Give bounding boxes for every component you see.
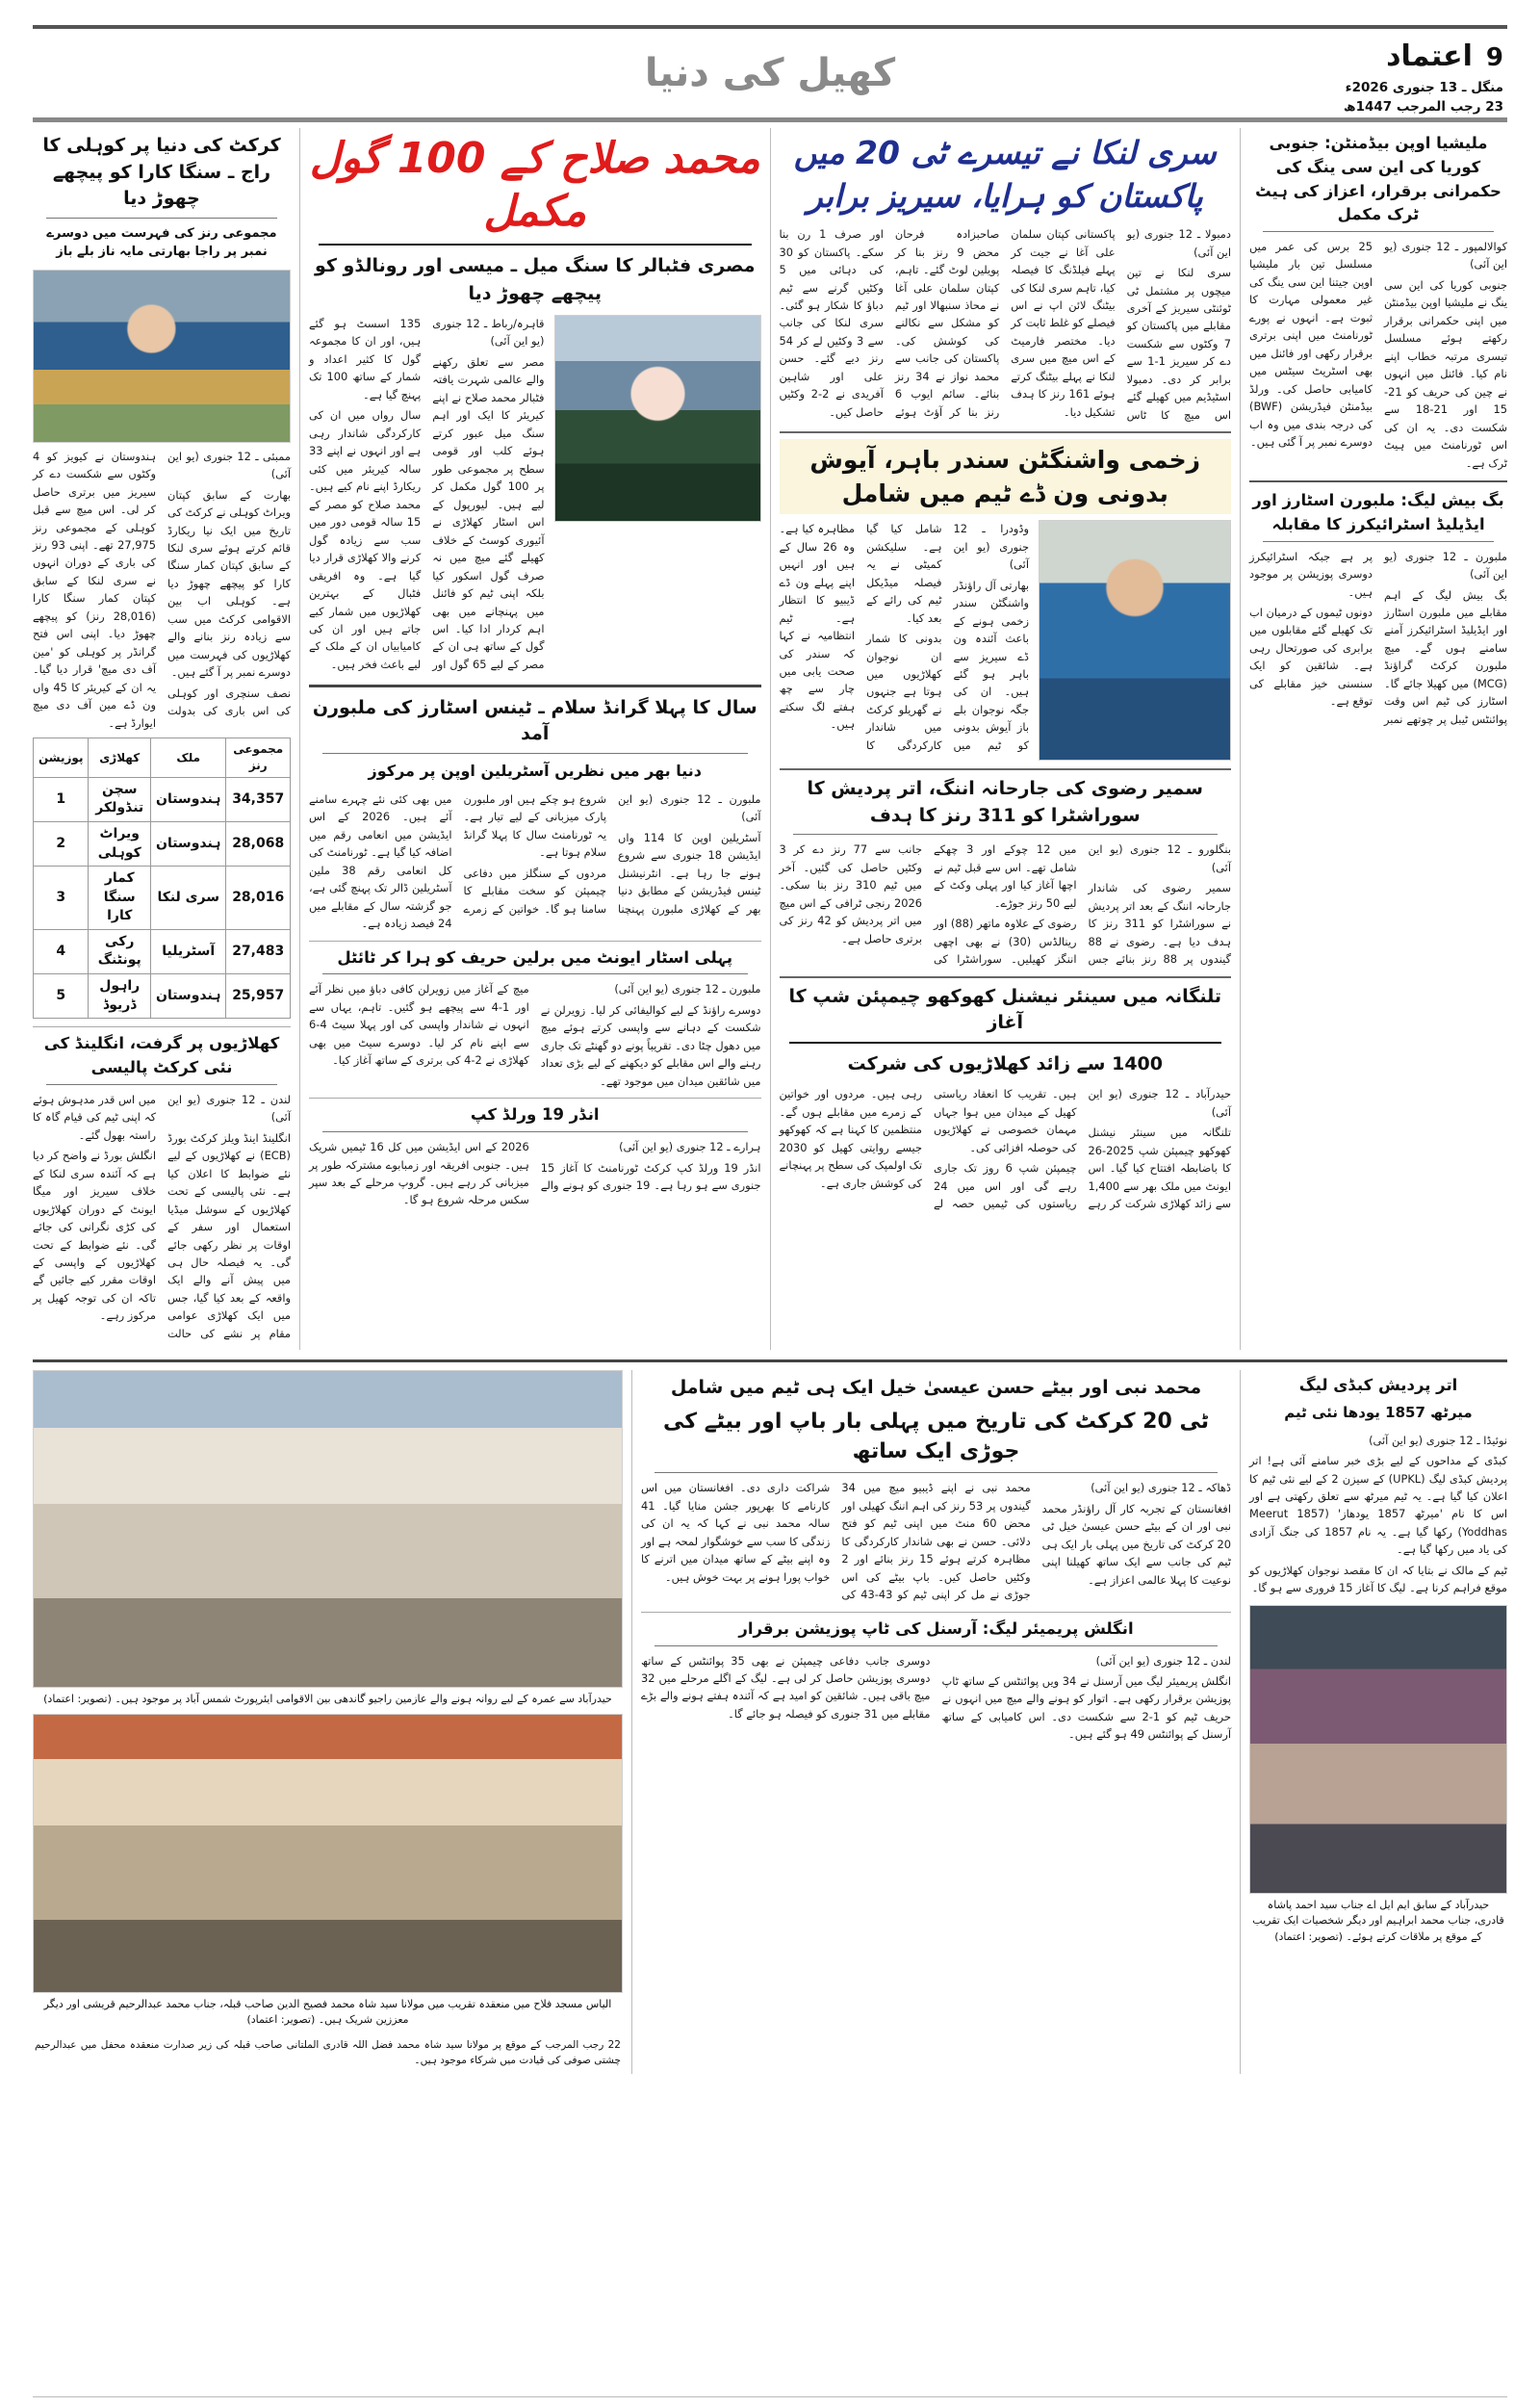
- photo-sundar: [1039, 520, 1231, 761]
- cricket-world-headline: کرکٹ کی دنیا پر کوہلی کا راج ـ سنگا کارا کو پیچھے چھوڑ دیا: [42, 135, 281, 210]
- epl-body2: دوسری جانب دفاعی چیمپئن نے بھی 35 پوائنٹس کے ساتھ دوسری پوزیشن حاصل کر لی ہے۔ لیگ کے اگلے مرحلے میں 32 میچ باقی ہیں۔ شائقین کو امید ہے کہ آئندہ ہفتے ہونے والے بڑے مقابلے میں 31 جنوری کو فیصلہ ہو جائے گا۔: [641, 1653, 931, 1721]
- cricket-world-dateline: ممبئی ـ 12 جنوری (یو این آئی): [167, 449, 291, 481]
- article-ecb: [33, 1032, 291, 1342]
- zverev-dateline: ملبورن ـ 12 جنوری (یو این آئی): [614, 982, 761, 996]
- tennis-subhead: دنیا بھر میں نظریں آسٹریلین اوپن پر مرکوز: [368, 761, 702, 780]
- cell-runs: 25,957: [226, 974, 291, 1019]
- page-number: 9: [1485, 43, 1503, 72]
- ecb-dateline: لندن ـ 12 جنوری (یو این آئی): [167, 1092, 291, 1125]
- photo-kohli: [33, 270, 291, 443]
- cell-runs: 34,357: [226, 777, 291, 821]
- article-rizwi: [780, 776, 1232, 968]
- cell-country: ہندوستان: [151, 974, 226, 1019]
- fatherson-body2: محمد نبی نے اپنے ڈیبیو میچ میں 34 گیندوں پر 53 رنز کی اہم اننگ کھیلی اور محض 60 منٹ میں اپنی ٹیم کو فتح دلائی۔ حسن نے بھی شاندار کارکردگی کا مظاہرہ کرتے ہوئے 15 رنز بنائے اور 2 وکٹیں حاصل کیں۔ باپ بیٹے کی اس جوڑی نے مل کر اپنی ٹیم کو 43-43 کی شراکت داری دی۔ افغانستان میں اس کارنامے کا بھرپور جشن منایا گیا۔ 41 سالہ محمد نبی نے کہا کہ یہ ان کی زندگی کا سب سے خوشگوار لمحہ ہے اور وہ اپنے بیٹے کے ساتھ میدان میں اترنے کا خواب پورا ہونے پر بہت خوش ہیں۔: [641, 1481, 1031, 1602]
- tennis-dateline: ملبورن ـ 12 جنوری (یو این آئی): [618, 791, 761, 824]
- kabaddi-body: کبڈی کے مداحوں کے لیے بڑی خبر سامنے آئی ہے! اتر پردیش کبڈی لیگ (UPKL) کے سیزن 2 کے لیے نئی ٹیم کا اعلان کیا گیا ہے۔ یہ ٹیم میرٹھ سے تعلق رکھتی ہے اور اس کا نام 'میرٹھ 1857 یودھاز' (Meerut 1857 Yoddhas) رکھا گیا ہے۔ یہ نام 1857 کی جنگ آزادی کی یاد میں رکھا گیا ہے۔: [1249, 1454, 1508, 1557]
- srilanka-headline: سری لنکا نے تیسرے ٹی 20 میں پاکستان کو ہرایا، سیریز برابر: [793, 134, 1217, 215]
- photo-meeting: [1249, 1605, 1507, 1894]
- column-divider: [1240, 128, 1241, 1350]
- zverev-body2: میچ کے آغاز میں زویرلن کافی دباؤ میں نظر آئے اور 1-4 سے پیچھے ہو گئیں۔ تاہم، یہاں سے انہوں نے شاندار واپسی کی اور پہلا سیٹ 4-6 سے اپنے نام کر لیا۔ دوسرے سیٹ میں بھی کھلاڑی نے 2-4 کی برتری کے ساتھ آغاز کیا۔: [309, 982, 529, 1068]
- rizwi-body2: رضوی کے علاوہ ماتھر (88) اور رینالڈس (30) نے بھی اچھی اننگز کھیلیں۔ سوراشٹرا کی جانب سے 77 رنز دے کر 3 وکٹیں حاصل کی گئیں۔ آخر میں ٹیم 310 رنز بنا سکی۔ 2026 رنجی ٹرافی کے اس میچ میں اتر پردیش کو 42 رنز کی برتری حاصل ہے۔: [779, 842, 1077, 967]
- caption-hajj: حیدرآباد سے عمرہ کے لیے روانہ ہونے والے عازمین راجیو گاندھی بین الاقوامی ایئرپورٹ شمس آباد پر موجود ہیں۔ (تصویر: اعتماد): [43, 1693, 612, 1706]
- bottom-divider-1: [1240, 1370, 1241, 2074]
- tennis-headline: سال کا پہلا گرانڈ سلام ـ ٹینس اسٹارز کی ملبورن آمد: [312, 696, 757, 745]
- table-row: [34, 974, 291, 1019]
- u19-body: انڈر 19 ورلڈ کپ کرکٹ ٹورنامنٹ کا آغاز 15 جنوری سے ہو رہا ہے۔ 19 جنوری کو ہونے والے 2026 کے اس ایڈیشن میں کل 16 ٹیمیں شریک ہیں۔ جنوبی افریقہ اور زمبابوے مشترکہ طور پر میزبانی کر رہے ہیں۔ گروپ مرحلے کے بعد سپر سکس مرحلہ شروع ہو گا۔: [309, 1140, 761, 1207]
- article-sundar: [780, 439, 1232, 761]
- bottom-center-column: [641, 1370, 1231, 2074]
- rizwi-dateline: بنگلورو ـ 12 جنوری (یو این آئی): [1088, 842, 1231, 874]
- cell-player: کمار سنگا کارا: [89, 867, 151, 930]
- srilanka-dateline: دمبولا ـ 12 جنوری (یو این آئی): [1126, 227, 1231, 259]
- bottom-right-column: [1249, 1370, 1507, 2074]
- page-footer-rule: [33, 2396, 1507, 2397]
- badminton-body: جنوبی کوریا کی این سی ینگ نے ملیشیا اوپن بیڈمنٹن میں اپنی حکمرانی برقرار رکھتے ہوئے مسلسل تیسری مرتبہ خطاب اپنے نام کیا۔ فائنل میں انہوں نے چین کی حریف کو 21-15 اور 21-18 سے شکست دی۔ یہ ان کی اس ٹورنامنٹ میں ہیٹ ٹرک ہے۔: [1384, 277, 1507, 470]
- cell-position: 3: [34, 867, 89, 930]
- cell-country: سری لنکا: [151, 867, 226, 930]
- tennis-body: آسٹریلین اوپن کا 114 واں ایڈیشن 18 جنوری سے شروع ہونے جا رہا ہے۔ انٹرنیشنل ٹینس فیڈریشن کے مطابق دنیا بھر کے کھلاڑی ملبورن پہنچنا شروع ہو چکے ہیں اور ملبورن پارک میزبانی کے لیے تیار ہے۔ یہ ٹورنامنٹ سال کا پہلا گرانڈ سلام ہوتا ہے۔: [463, 791, 761, 916]
- cell-position: 2: [34, 821, 89, 866]
- photo-event-group: [33, 1714, 623, 1993]
- cell-country: آسٹریلیا: [151, 929, 226, 973]
- article-srilanka: [780, 132, 1232, 424]
- article-epl: [641, 1618, 1231, 1744]
- sundar-headline: زخمی واشنگٹن سندر باہر، آیوش بدونی ون ڈے ٹیم میں شامل: [780, 439, 1232, 514]
- salah-body: مصر سے تعلق رکھنے والے عالمی شہرت یافتہ فٹبالر محمد صلاح نے اپنے کیریئر کا ایک اور اہم سنگ میل عبور کرتے ہوئے کلب اور قومی سطح پر مجموعی طور پر 100 گول مکمل کر لیے ہیں۔ لیورپول کے اس اسٹار کھلاڑی نے آئیوری کوسٹ کے خلاف کھیلے گئے میچ میں نہ صرف گول اسکور کیا بلکہ اپنی ٹیم کو فائنل میں پہنچانے میں بھی اہم کردار ادا کیا۔ اس گول کے ساتھ ہی ان کے مصر کے لیے 65 گول اور 135 اسسٹ ہو گئے ہیں، اور ان کا مجموعہ گول کا کثیر اعداد و شمار کے ساتھ 100 تک پہنچ گیا ہے۔: [309, 317, 545, 671]
- zverev-headline: پہلی اسٹار ایونٹ میں برلین حریف کو ہرا کر ٹائٹل: [337, 947, 733, 967]
- sundar-body2: بدونی کا شمار ان نوجوان کھلاڑیوں میں ہوتا ہے جنہوں نے گھریلو کرکٹ میں شاندار کارکردگی کا مظاہرہ کیا ہے۔ وہ 26 سال کے ہیں اور انہیں اپنے پہلے ون ڈے ڈیبیو کا انتظار ہے۔ ٹیم انتظامیہ نے کہا کہ سندر کی صحت یابی میں چار سے چھ ہفتے لگ سکتے ہیں۔: [779, 522, 942, 752]
- khokho-subhead: 1400 سے زائد کھلاڑیوں کی شرکت: [847, 1052, 1163, 1074]
- caption-meeting: حیدرآباد کے سابق ایم ایل اے جناب سید احمد پاشاہ قادری، جناب محمد ابراہیم اور دیگر شخصیات ایک تقریب کے موقع پر ملاقات کرتے ہوئے۔ (تصویر: اعتماد): [1252, 1898, 1504, 1943]
- caption-event: الیاس مسجد فلاح میں منعقدہ تقریب میں مولانا سید شاہ محمد فصیح الدین صاحب قبلہ، جناب محمد عبدالرحیم قریشی اور دیگر معززین شریک ہیں۔ (تصویر: اعتماد): [43, 1997, 612, 2027]
- fatherson-dateline: ڈھاکہ ـ 12 جنوری (یو این آئی): [1091, 1481, 1231, 1495]
- bigbash-headline: بگ بیش لیگ: ملبورن اسٹارز اور ایڈیلیڈ اسٹرائیکرز کا مقابلہ: [1252, 491, 1504, 533]
- bigbash-body: بگ بیش لیگ کے اہم مقابلے میں ملبورن اسٹارز اور ایڈیلیڈ اسٹرائیکرز آمنے سامنے ہوں گے۔ میچ ملبورن کرکٹ گراؤنڈ (MCG) میں کھیلا جائے گا۔ اسٹارز کی ٹیم اس وقت پوائنٹس ٹیبل پر چوتھے نمبر پر ہے جبکہ اسٹرائیکرز دوسری پوزیشن پر موجود ہیں۔: [1249, 549, 1507, 726]
- cell-runs: 27,483: [226, 929, 291, 973]
- th-position: پوزیشن: [34, 738, 89, 778]
- brand-name: اعتماد: [1386, 39, 1473, 73]
- bottom-divider-2: [631, 1370, 632, 2074]
- table-row: [34, 821, 291, 866]
- article-fatherson: [641, 1375, 1231, 1603]
- cricket-world-subhead: مجموعی رنز کی فہرست میں دوسرے نمبر پر راجا بھارتی مایہ ناز بلے باز: [46, 225, 277, 260]
- article-cricket-world: [33, 133, 291, 1342]
- masthead: [33, 25, 1507, 122]
- badminton-headline: ملیشیا اوپن بیڈمنٹن: جنوبی کوریا کی این سی ینگ کی حکمرانی برقرار، اعزاز کی ہیٹ ٹرک مکمل: [1255, 134, 1502, 224]
- left-main-column: [309, 128, 761, 1350]
- cell-player: راہول ڈریوڈ: [89, 974, 151, 1019]
- table-row: [34, 867, 291, 930]
- cell-runs: 28,016: [226, 867, 291, 930]
- th-player: کھلاڑی: [89, 738, 151, 778]
- epl-headline: انگلش پریمیئر لیگ: آرسنل کی ٹاپ پوزیشن برقرار: [738, 1618, 1134, 1638]
- article-bigbash: [1249, 489, 1507, 728]
- cell-position: 4: [34, 929, 89, 973]
- salah-headline: محمد صلاح کے 100 گول مکمل: [309, 134, 760, 236]
- cell-player: ویراٹ کوہلی: [89, 821, 151, 866]
- khokho-body: تلنگانہ میں سینئر نیشنل کھوکھو چیمپئن شپ 2025-26 کا باضابطہ افتتاح کیا گیا۔ اس ایونٹ میں ملک بھر سے 1,400 سے زائد کھلاڑی شرکت کر رہے ہیں۔ تقریب کا انعقاد ریاستی کھیل کے میدان میں ہوا جہاں مہمان خصوصی نے کھلاڑیوں کی حوصلہ افزائی کی۔: [934, 1087, 1231, 1211]
- salah-body2: سال رواں میں ان کی کارکردگی شاندار رہی ہے اور انہوں نے اپنے 33 سالہ کیریئر میں کئی ریکارڈ اپنے نام کیے ہیں۔ محمد صلاح کو مصر کے 15 سالہ قومی دور میں سب سے زیادہ گول کرنے والا کھلاڑی قرار دیا گیا ہے۔ وہ افریقی فٹبال کے بہترین کھلاڑیوں میں شمار کیے جاتے ہیں اور ان کی کامیابیاں ان کے ملک کے لیے باعث فخر ہیں۔: [309, 408, 422, 671]
- khokho-dateline: حیدرآباد ـ 12 جنوری (یو این آئی): [1088, 1087, 1231, 1119]
- kabaddi-headline: اتر پردیش کبڈی لیگ: [1298, 1376, 1458, 1395]
- section-title: کھیل کی دنیا: [644, 51, 896, 95]
- srilanka-body2: صاحبزادہ فرحان محض 9 رنز بنا کر پویلین لوٹ گئے۔ تاہم، کپتان سلمان علی آغا نے محاذ سنبھالا اور ٹیم کو مشکل سے نکالنے کی کوشش کی۔ پاکستان کی جانب سے محمد نواز نے 34 رنز بنائے۔ سائم ایوب 6 رنز بنا کر آؤٹ ہوئے اور صرف 1 رن بنا سکے۔ پاکستان کو 30 کی دہائی میں 5 وکٹیں گرنے سے ٹیم دباؤ کا شکار ہو گئی۔ سری لنکا کی جانب سے 3 وکٹیں لے کر 54 رنز دیے گئے۔ حسن علی اور شاہین آفریدی نے 2-2 وکٹیں حاصل کیں۔: [779, 227, 1000, 419]
- sundar-dateline: وڈودرا ـ 12 جنوری (یو این آئی): [953, 522, 1029, 572]
- far-left-column: [33, 128, 291, 1350]
- cricket-world-body2: نصف سنچری اور کوہلی کی اس باری کی بدولت ہندوستان نے کیویز کو 4 وکٹوں سے شکست دے کر سیریز میں برتری حاصل کر لی۔ اس میچ سے قبل کوہلی کے مجموعی رنز 27,975 تھے۔ اپنی 93 رنز کی باری کے دوران انہوں نے سری لنکا کے سابق کپتان کمار سنگا کارا (28,016 رنز) کو پیچھے چھوڑ دیا۔ اپنی اس فتح گرانڈر پر کوہلی کو 'مین آف دی میچ' قرار دیا گیا۔ یہ ان کے کیریئر کا 45 واں ون ڈے مین آف دی میچ ایوارڈ ہے۔: [33, 449, 291, 730]
- ecb-body: انگلینڈ اینڈ ویلز کرکٹ بورڈ (ECB) نے کھلاڑیوں کے لیے نئے ضوابط کا اعلان کیا ہے۔ نئی پالیسی کے تحت کھلاڑیوں کے سوشل میڈیا استعمال اور سفر کے اوقات پر نظر رکھی جائے گی۔ یہ فیصلہ حال ہی میں پیش آنے والے ایک واقعہ کے بعد کیا گیا، جس میں ایک کھلاڑی عوامی مقام پر نشے کی حالت میں اس قدر مدہوش ہوئے کہ اپنی ٹیم کی قیام گاہ کا راستہ بھول گئے۔: [33, 1092, 291, 1340]
- top-run-scorers-table: [33, 738, 291, 1019]
- caption-bottom-left: 22 رجب المرجب کے موقع پر مولانا سید شاہ محمد فضل اللہ قادری الملتانی صاحب قبلہ کی زیر صدارت منعقدہ محفل میں عبدالرحیم چشتی صوفی کی قیادت میں شرکاء موجود ہیں۔: [35, 2038, 621, 2066]
- rizwi-headline: سمیر رضوی کی جارحانہ اننگ، اتر پردیش کا سوراشٹرا کو 311 رنز کا ہدف: [807, 778, 1203, 826]
- u19-headline: انڈر 19 ورلڈ کپ: [470, 1105, 600, 1125]
- bottom-band: [33, 1370, 1507, 2074]
- zverev-body: دوسرے راؤنڈ کے لیے کوالیفائی کر لیا۔ زویرلن نے شکست کے دہانے سے واپسی کرتے ہوئے میچ میں دھول چٹا دی۔ تقریباً پونے دو گھنٹے تک جاری رہنے والے اس مقابلے کو دیکھنے کے لیے بڑی تعداد میں شائقین میدان میں موجود تھے۔: [540, 1002, 761, 1088]
- photo-salah: [554, 315, 761, 522]
- right-sidebar: [1249, 128, 1507, 1350]
- article-tennis: [309, 695, 761, 933]
- date-hijri: 23 رجب المرجب 1447ھ: [1343, 99, 1503, 116]
- center-right-column: [780, 128, 1232, 1350]
- sundar-body: بھارتی آل راؤنڈر واشنگٹن سندر زخمی ہونے کے باعث آئندہ ون ڈے سیریز سے باہر ہو گئے ہیں۔ ان کی جگہ نوجوان بلے باز آیوش بدونی کو ٹیم میں شامل کیا گیا ہے۔ سلیکشن کمیٹی نے یہ فیصلہ میڈیکل ٹیم کی رائے کے بعد کیا۔: [866, 522, 1029, 752]
- masthead-brand-block: [1344, 35, 1503, 117]
- article-badminton: [1249, 132, 1507, 472]
- th-total-runs: مجموعی رنز: [226, 738, 291, 778]
- cell-country: ہندوستان: [151, 821, 226, 866]
- ecb-body2: انگلش بورڈ نے واضح کر دیا ہے کہ آئندہ سری لنکا کے خلاف سیریز اور میگا ایونٹ کے دوران کھلاڑیوں کی کڑی نگرانی کی جائے گی۔ نئے ضوابط کے تحت کھلاڑیوں کے واپسی کے اوقات مقرر کیے جائیں گے تاکہ ان کی توجہ کھیل پر مرکوز رہے۔: [33, 1149, 156, 1323]
- fatherson-body: افغانستان کے تجربہ کار آل راؤنڈر محمد نبی اور ان کے بیٹے حسن عیسیٰ خیل ٹی 20 کرکٹ کی تاریخ میں پہلی بار ایک ہی ٹیم کی جانب سے ایک ساتھ کھیلنا اپنی نوعیت کا پہلا عالمی اعزاز ہے۔: [1041, 1501, 1231, 1587]
- table-header-row: [34, 738, 291, 778]
- column-divider-2: [770, 128, 771, 1350]
- cell-position: 5: [34, 974, 89, 1019]
- article-u19: [309, 1103, 761, 1209]
- cricket-world-body: بھارت کے سابق کپتان ویراٹ کوہلی نے کرکٹ کی تاریخ میں ایک نیا ریکارڈ قائم کرتے ہوئے سری لنکا کے سابق کپتان کمار سنگا کارا کو پیچھے چھوڑ دیا ہے۔ کوہلی اب بین الاقوامی کرکٹ میں سب سے زیادہ رنز بنانے والے کھلاڑیوں کی فہرست میں دوسرے نمبر پر آ گئے ہیں۔: [167, 487, 291, 680]
- fatherson-headline: محمد نبی اور بیٹے حسن عیسیٰ خیل ایک ہی ٹیم میں شامل: [670, 1377, 1202, 1399]
- cell-player: سچن تنڈولکر: [89, 777, 151, 821]
- band-divider: [33, 1359, 1507, 1362]
- th-country: ملک: [151, 738, 226, 778]
- rizwi-body: سمیر رضوی کی شاندار جارحانہ اننگ کے بعد اتر پردیش نے سوراشٹرا کو 311 رنز کا ہدف دیا ہے۔ رضوی نے 88 گیندوں پر 88 رنز بنائے جس میں 12 چوکے اور 3 چھکے شامل تھے۔ اس سے قبل ٹیم نے اچھا آغاز کیا اور پہلی وکٹ کے لیے 50 رنز جوڑے۔: [934, 842, 1231, 967]
- photo-hajj-group: [33, 1370, 623, 1688]
- badminton-body2: 25 برس کی عمر میں مسلسل تین بار ملیشیا اوپن جیتنا این سی ینگ کی غیر معمولی مہارت کا ثبوت ہے۔ انہوں نے پورے ٹورنامنٹ میں اپنی برتری برقرار رکھی اور فائنل میں بھی اسٹریٹ سیٹس میں کامیابی حاصل کی۔ ورلڈ بیڈمنٹن فیڈریشن (BWF) کی درجہ بندی میں وہ اب دوسرے نمبر پر آ گئی ہیں۔: [1249, 240, 1373, 450]
- kabaddi-body2: ٹیم کے مالک نے بتایا کہ ان کا مقصد نوجوان کھلاڑیوں کو موقع فراہم کرنا ہے۔ لیگ کا آغاز 15 فروری سے ہو گا۔: [1249, 1563, 1507, 1595]
- cell-position: 1: [34, 777, 89, 821]
- article-salah: [309, 132, 761, 675]
- article-kabaddi: [1249, 1374, 1507, 1596]
- article-khokho: [780, 984, 1232, 1213]
- ecb-headline: کھلاڑیوں پر گرفت، انگلینڈ کی نئی کرکٹ پالیسی: [43, 1034, 280, 1077]
- bigbash-body2: دونوں ٹیموں کے درمیان اب تک کھیلے گئے مقابلوں میں برابری کی صورتحال رہی ہے۔ شائقین کو ایک سنسنی خیز مقابلے کی توقع ہے۔: [1249, 606, 1373, 709]
- salah-dateline: قاہرہ/رباط ـ 12 جنوری (یو این آئی): [432, 317, 545, 349]
- badminton-dateline: کوالالمپور ـ 12 جنوری (یو این آئی): [1384, 240, 1507, 272]
- salah-deck: مصری فٹبالر کا سنگ میل ـ میسی اور رونالڈو کو پیچھے چھوڑ دیا: [314, 255, 756, 304]
- epl-dateline: لندن ـ 12 جنوری (یو این آئی): [1095, 1653, 1231, 1668]
- bottom-left-column: [33, 1370, 623, 2074]
- cell-runs: 28,068: [226, 821, 291, 866]
- u19-dateline: ہرارے ـ 12 جنوری (یو این آئی): [619, 1140, 761, 1154]
- top-band: [33, 128, 1507, 1350]
- khokho-body2: چیمپئن شپ 6 روز تک جاری رہے گی اور اس میں 24 ریاستوں کی ٹیمیں حصہ لے رہی ہیں۔ مردوں اور خواتین کے زمرے میں مقابلے ہوں گے۔ منتظمین کا کہنا ہے کہ کھوکھو جیسے روایتی کھیل کو 2030 تک اولمپک کی سطح پر پہنچانے کی کوشش جاری ہے۔: [779, 1087, 1077, 1211]
- kabaddi-subhead: میرٹھ 1857 یودھا نئی ٹیم: [1284, 1404, 1473, 1422]
- bigbash-dateline: ملبورن ـ 12 جنوری (یو این آئی): [1384, 549, 1507, 582]
- table-row: [34, 929, 291, 973]
- date-gregorian: منگل ـ 13 جنوری 2026ء: [1345, 80, 1503, 95]
- fatherson-subhead: ٹی 20 کرکٹ کی تاریخ میں پہلی بار باپ اور بیٹے کی جوڑی ایک ساتھ: [663, 1409, 1209, 1463]
- article-zverev: [309, 946, 761, 1091]
- srilanka-body: سری لنکا نے تین میچوں پر مشتمل ٹی ٹوئنٹی سیریز کے آخری مقابلے میں پاکستان کو 7 وکٹوں سے شکست دے کر سیریز 1-1 سے برابر کر دی۔ دمبولا اسٹیڈیم میں کھیلے گئے اس میچ کا ٹاس پاکستانی کپتان سلمان علی آغا نے جیت کر پہلے فیلڈنگ کا فیصلہ کیا، تاہم سری لنکا کی بیٹنگ لائن اپ نے اس فیصلے کو غلط ثابت کر دیا۔ مختصر فارمیٹ کے اس میچ میں سری لنکا نے پہلے بیٹنگ کرتے ہوئے 161 رنز کا ہدف تشکیل دیا۔: [1011, 227, 1231, 422]
- cell-country: ہندوستان: [151, 777, 226, 821]
- cell-player: رکی پونٹنگ: [89, 929, 151, 973]
- khokho-headline: تلنگانہ میں سینئر نیشنل کھوکھو چیمپئن شپ کا آغاز: [788, 985, 1221, 1034]
- table-row: [34, 777, 291, 821]
- column-divider-3: [299, 128, 300, 1350]
- epl-body: انگلش پریمیئر لیگ میں آرسنل نے 34 ویں پوائنٹس کے ساتھ ٹاپ پوزیشن برقرار رکھی ہے۔ اتوار کو ہونے والے میچ میں انہوں نے حریف ٹیم کو 1-2 سے شکست دی۔ اس کامیابی کے ساتھ آرسنل کے پوائنٹس 49 ہو گئے ہیں۔: [941, 1673, 1231, 1742]
- kabaddi-dateline: نوئیڈا ـ 12 جنوری (یو این آئی): [1369, 1433, 1507, 1447]
- tennis-body2: مردوں کے سنگلز میں دفاعی چیمپئن کو سخت مقابلے کا سامنا ہو گا۔ خواتین کے زمرے میں بھی کئی نئے چہرے سامنے آئے ہیں۔ 2026 کے اس ایڈیشن میں انعامی رقم میں اضافہ کیا گیا ہے۔ ٹورنامنٹ کی کل انعامی رقم 38 ملین آسٹریلین ڈالر تک پہنچ گئی ہے، جو گزشتہ سال کے مقابلے میں 24 فیصد زیادہ ہے۔: [309, 791, 606, 931]
